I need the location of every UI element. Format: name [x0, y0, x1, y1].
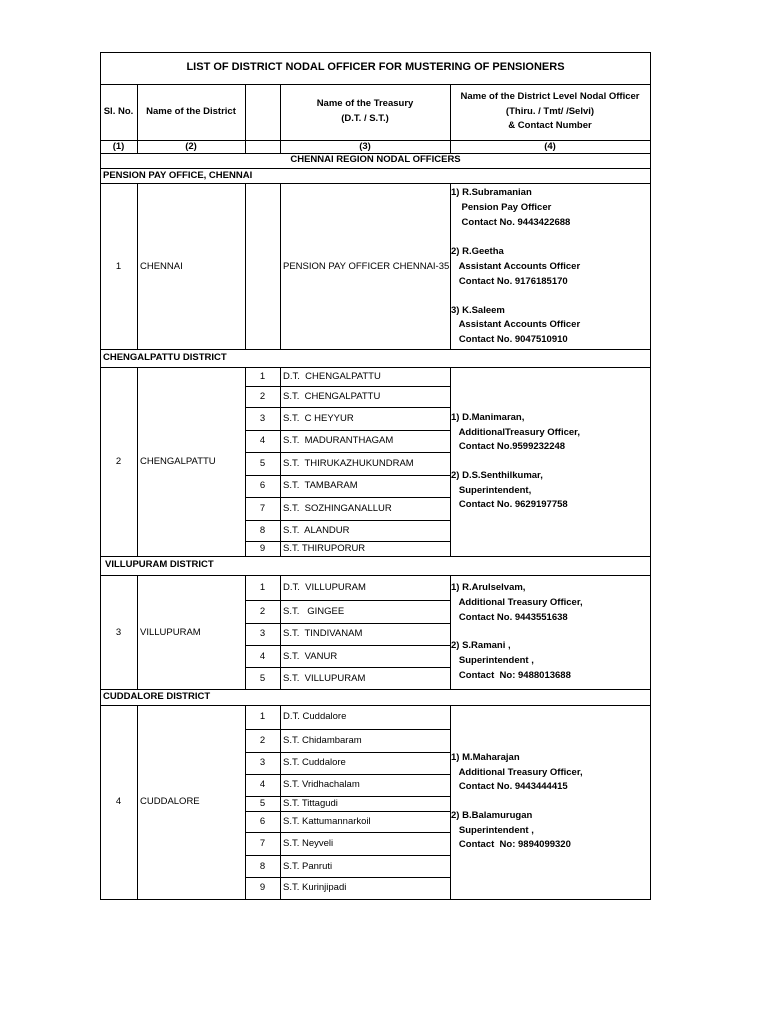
- officer-designation: Pension Pay Officer: [451, 202, 552, 213]
- divider: [280, 705, 281, 900]
- divider: [245, 183, 246, 350]
- divider: [245, 729, 451, 730]
- divider: [245, 452, 451, 453]
- officer-contact: Contact No: 9488013688: [451, 670, 571, 681]
- officer-name: 1) R.Subramanian: [451, 187, 532, 198]
- divider: [100, 84, 651, 85]
- treasury-name: D.T. Cuddalore: [283, 711, 347, 722]
- col-number: (4): [544, 141, 556, 152]
- treasury-name: S.T. Cuddalore: [283, 757, 346, 768]
- treasury-number: 8: [259, 861, 266, 872]
- treasury-name: S.T. SOZHINGANALLUR: [283, 503, 392, 514]
- treasury-name: S.T. Chidambaram: [283, 735, 362, 746]
- treasury-name: D.T. CHENGALPATTU: [283, 371, 381, 382]
- officer-name: 1) D.Manimaran,: [451, 412, 525, 423]
- divider: [450, 705, 451, 900]
- divider: [100, 349, 651, 350]
- officer-designation: Superintendent ,: [451, 655, 534, 666]
- treasury-name: S.T. TAMBARAM: [283, 480, 358, 491]
- divider: [245, 497, 451, 498]
- officer-designation: Assistant Accounts Officer: [451, 261, 581, 272]
- treasury-name: S.T. VILLUPURAM: [283, 673, 366, 684]
- officer-designation: AdditionalTreasury Officer,: [451, 427, 580, 438]
- page-title: LIST OF DISTRICT NODAL OFFICER FOR MUSTERING OF PENSIONERS: [186, 61, 565, 73]
- treasury-number: 9: [259, 882, 266, 893]
- officer-contact: Contact No: 9894099320: [451, 839, 571, 850]
- treasury-number: 5: [259, 673, 266, 684]
- treasury-number: 3: [259, 757, 266, 768]
- divider: [137, 183, 138, 350]
- treasury-name: S.T. C HEYYUR: [283, 413, 354, 424]
- treasury-name: S.T. Tittagudi: [283, 798, 338, 809]
- divider: [280, 575, 281, 690]
- divider: [245, 430, 451, 431]
- treasury-number: 9: [259, 543, 266, 554]
- officer-contact: Contact No. 9443422688: [451, 217, 571, 228]
- treasury-number: 3: [259, 628, 266, 639]
- header-treasury-sub: (D.T. / S.T.): [341, 113, 389, 124]
- treasury-name: S.T. Neyveli: [283, 838, 334, 849]
- table-border-right: [650, 52, 651, 900]
- treasury-number: 8: [259, 525, 266, 536]
- treasury-number: 1: [259, 582, 266, 593]
- header-nodal-officer-contact: & Contact Number: [508, 120, 592, 131]
- header-nodal-officer-sub: (Thiru. / Tmt/ /Selvi): [505, 106, 595, 117]
- header-treasury: Name of the Treasury: [316, 98, 414, 109]
- divider: [137, 367, 138, 557]
- treasury-number: 6: [259, 480, 266, 491]
- col-number: (1): [112, 141, 125, 152]
- divider: [450, 367, 451, 557]
- officer-contact: Contact No. 9047510910: [451, 334, 568, 345]
- treasury-name: S.T. Vridhachalam: [283, 779, 360, 790]
- table-border-top: [100, 52, 651, 53]
- divider: [245, 600, 451, 601]
- divider: [100, 575, 651, 576]
- treasury-number: 1: [259, 711, 266, 722]
- sl-number: 4: [115, 796, 122, 807]
- sl-number: 3: [115, 627, 122, 638]
- district-name: CUDDALORE: [140, 796, 200, 807]
- treasury-name: S.T. CHENGALPATTU: [283, 391, 381, 402]
- treasury-name: S.T. GINGEE: [283, 606, 345, 617]
- officer-designation: Assistant Accounts Officer: [451, 319, 581, 330]
- officer-designation: Additional Treasury Officer,: [451, 597, 583, 608]
- divider: [100, 705, 651, 706]
- officer-contact: Contact No. 9629197758: [451, 499, 568, 510]
- table-border-left: [100, 52, 101, 900]
- section-heading: VILLUPURAM DISTRICT: [105, 559, 214, 570]
- divider: [280, 367, 281, 557]
- treasury-name: S.T. VANUR: [283, 651, 338, 662]
- divider: [245, 645, 451, 646]
- treasury-name: S.T. MADURANTHAGAM: [283, 435, 394, 446]
- officer-name: 2) R.Geetha: [451, 246, 504, 257]
- treasury-number: 3: [259, 413, 266, 424]
- treasury-number: 5: [259, 798, 266, 809]
- treasury-number: 2: [259, 735, 266, 746]
- officer-name: 1) R.Arulselvam,: [451, 582, 526, 593]
- divider: [137, 705, 138, 900]
- treasury-number: 6: [259, 816, 266, 827]
- treasury-name: S.T. Kattumannarkoil: [283, 816, 371, 827]
- sl-number: 1: [115, 261, 122, 272]
- treasury-name: S.T. Kurinjipadi: [283, 882, 347, 893]
- section-heading: CHENGALPATTU DISTRICT: [103, 352, 227, 363]
- treasury-number: 4: [259, 651, 266, 662]
- officer-contact: Contact No. 9443444415: [451, 781, 568, 792]
- officer-name: 2) B.Balamurugan: [451, 810, 533, 821]
- header-sl-no: Sl. No.: [103, 106, 134, 117]
- treasury-number: 2: [259, 606, 266, 617]
- divider: [137, 575, 138, 690]
- divider: [245, 520, 451, 521]
- district-name: CHENGALPATTU: [140, 456, 216, 467]
- divider: [280, 183, 281, 350]
- treasury-number: 7: [259, 503, 266, 514]
- treasury-number: 5: [259, 458, 266, 469]
- col-number: (3): [359, 141, 371, 152]
- treasury-name: D.T. VILLUPURAM: [283, 582, 366, 593]
- divider: [245, 832, 451, 833]
- treasury-name: S.T. THIRUPORUR: [283, 543, 366, 554]
- treasury-name: S.T. THIRUKAZHUKUNDRAM: [283, 458, 414, 469]
- divider: [245, 667, 451, 668]
- officer-designation: Additional Treasury Officer,: [451, 767, 583, 778]
- divider: [245, 877, 451, 878]
- officer-name: 2) S.Ramani ,: [451, 640, 511, 651]
- divider: [100, 367, 651, 368]
- divider: [245, 855, 451, 856]
- divider: [100, 556, 651, 557]
- officer-contact: Contact No.9599232248: [451, 441, 566, 452]
- district-name: CHENNAI: [140, 261, 183, 272]
- header-nodal-officer: Name of the District Level Nodal Officer: [460, 91, 640, 102]
- divider: [245, 475, 451, 476]
- col-number: (2): [185, 141, 197, 152]
- officer-designation: Superintendent ,: [451, 825, 534, 836]
- divider: [245, 407, 451, 408]
- section-heading: CUDDALORE DISTRICT: [103, 691, 211, 702]
- table-border-bottom: [100, 899, 651, 900]
- treasury-name: PENSION PAY OFFICER CHENNAI-35: [283, 261, 450, 272]
- treasury-number: 4: [259, 779, 266, 790]
- officer-contact: Contact No. 9443551638: [451, 612, 568, 623]
- treasury-name: S.T. TINDIVANAM: [283, 628, 363, 639]
- section-heading: PENSION PAY OFFICE, CHENNAI: [103, 170, 253, 181]
- divider: [245, 386, 451, 387]
- treasury-number: 7: [259, 838, 266, 849]
- treasury-number: 4: [259, 435, 266, 446]
- header-district: Name of the District: [146, 106, 236, 117]
- region-title: CHENNAI REGION NODAL OFFICERS: [290, 154, 461, 165]
- treasury-number: 2: [259, 391, 266, 402]
- treasury-name: S.T. Panruti: [283, 861, 333, 872]
- divider: [245, 752, 451, 753]
- officer-name: 1) M.Maharajan: [451, 752, 520, 763]
- divider: [245, 623, 451, 624]
- officer-name: 2) D.S.Senthilkumar,: [451, 470, 543, 481]
- sl-number: 2: [115, 456, 122, 467]
- officer-designation: Superintendent,: [451, 485, 532, 496]
- treasury-number: 1: [259, 371, 266, 382]
- district-name: VILLUPURAM: [140, 627, 201, 638]
- officer-contact: Contact No. 9176185170: [451, 276, 568, 287]
- divider: [245, 84, 246, 154]
- officer-name: 3) K.Saleem: [451, 305, 505, 316]
- divider: [245, 774, 451, 775]
- treasury-name: S.T. ALANDUR: [283, 525, 350, 536]
